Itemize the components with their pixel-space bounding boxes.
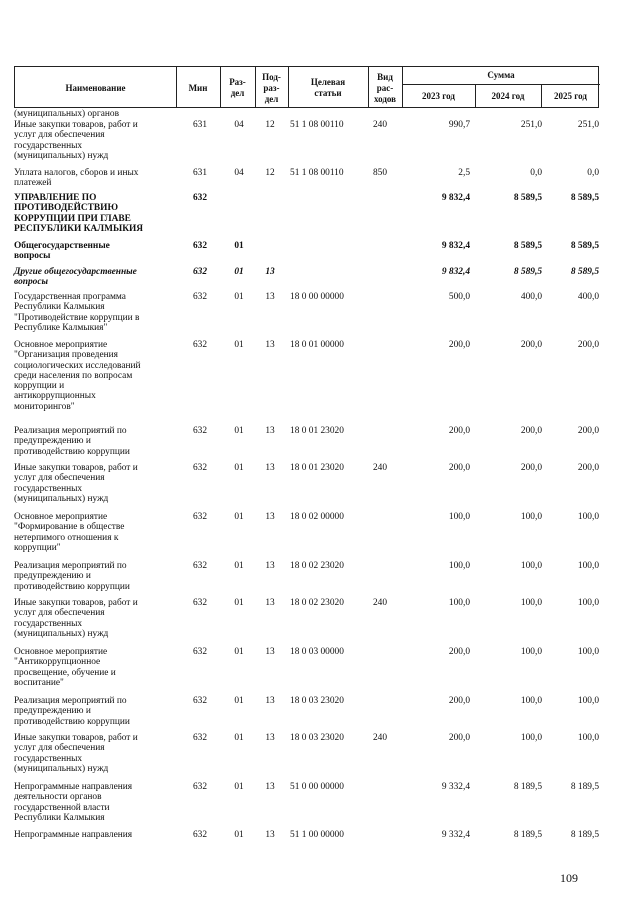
row-target-article: 18 0 00 00000: [290, 292, 344, 302]
row-subsection: 13: [265, 426, 275, 436]
row-sum-2023: 9 332,4: [441, 830, 470, 840]
row-ministry: 631: [192, 168, 208, 178]
row-name: УПРАВЛЕНИЕ ПО ПРОТИВОДЕЙСТВИЮ КОРРУПЦИИ ПРИ ГЛАВЕ РЕСПУБЛИКИ КАЛМЫКИЯ: [14, 193, 144, 234]
row-sum-2025: 8 589,5: [570, 241, 599, 251]
row-target-article: 18 0 02 23020: [290, 598, 344, 608]
row-sum-2024: 251,0: [520, 120, 542, 130]
row-expense-type: 240: [372, 733, 388, 743]
row-name: Иные закупки товаров, работ и услуг для обеспечения государственных (муниципальных) нужд: [14, 120, 138, 161]
row-name: Иные закупки товаров, работ и услуг для обеспечения государственных (муниципальных) нужд: [14, 463, 138, 504]
row-sum-2025: 251,0: [577, 120, 599, 130]
row-sum-2023: 500,0: [448, 292, 470, 302]
row-subsection: 13: [265, 292, 275, 302]
header-sum: Сумма: [487, 70, 515, 80]
row-subsection: 12: [265, 168, 275, 178]
row-sum-2024: 200,0: [520, 426, 542, 436]
row-ministry: 632: [192, 782, 208, 792]
row-name: Непрограммные направления: [14, 830, 133, 840]
row-sum-2025: 100,0: [577, 733, 599, 743]
row-name: Основное мероприятие "Антикоррупционное просвещение, обучение и воспитание": [14, 647, 116, 688]
row-sum-2024: 100,0: [520, 561, 542, 571]
row-name: Общегосударственные вопросы: [14, 241, 110, 262]
row-target-article: 18 0 01 00000: [290, 340, 344, 350]
row-section: 01: [234, 426, 244, 436]
row-sum-2023: 200,0: [448, 463, 470, 473]
row-sum-2023: 200,0: [448, 696, 470, 706]
row-sum-2024: 100,0: [520, 598, 542, 608]
row-sum-2025: 100,0: [577, 512, 599, 522]
header-target: Целевая статьи: [310, 77, 346, 98]
row-sum-2023: 9 832,4: [441, 241, 470, 251]
row-target-article: 51 1 00 00000: [290, 830, 344, 840]
header-podrazdel: Под- раз- дел: [262, 71, 281, 104]
row-subsection: 13: [265, 267, 275, 277]
header-min: Мин: [188, 82, 208, 93]
row-sum-2024: 100,0: [520, 733, 542, 743]
page-number: 109: [560, 871, 578, 885]
header-2024: 2024 год: [491, 91, 525, 101]
row-sum-2024: 100,0: [520, 647, 542, 657]
table-header: [14, 66, 599, 108]
row-sum-2024: 100,0: [520, 512, 542, 522]
row-sum-2023: 100,0: [448, 598, 470, 608]
row-name: Основное мероприятие "Организация проведения социологических исследований среди населения по вопросам коррупции и антикоррупционных мониторингов": [14, 340, 141, 412]
row-ministry: 632: [192, 561, 208, 571]
row-section: 01: [234, 340, 244, 350]
row-target-article: 18 0 01 23020: [290, 463, 344, 473]
row-section: 04: [234, 120, 244, 130]
row-name: Непрограммные направления деятельности органов государственной власти Республики Калмыкия: [14, 782, 133, 823]
row-sum-2024: 100,0: [520, 696, 542, 706]
row-name: (муниципальных) органов: [14, 109, 120, 119]
row-subsection: 13: [265, 463, 275, 473]
header-vid: Вид рас- ходов: [373, 71, 397, 104]
row-sum-2023: 200,0: [448, 647, 470, 657]
row-sum-2025: 200,0: [577, 340, 599, 350]
row-name: Иные закупки товаров, работ и услуг для обеспечения государственных (муниципальных) нужд: [14, 598, 138, 639]
row-sum-2024: 8 589,5: [513, 193, 542, 203]
row-name: Основное мероприятие "Формирование в обществе нетерпимого отношения к коррупции": [14, 512, 125, 553]
row-ministry: 632: [192, 733, 208, 743]
header-razdel: Раз- дел: [229, 77, 246, 98]
row-target-article: 18 0 02 23020: [290, 561, 344, 571]
row-section: 01: [234, 241, 244, 251]
row-sum-2023: 2,5: [458, 168, 470, 178]
row-sum-2025: 8 189,5: [570, 782, 599, 792]
row-ministry: 632: [192, 696, 208, 706]
row-sum-2025: 200,0: [577, 426, 599, 436]
row-subsection: 13: [265, 598, 275, 608]
row-sum-2023: 990,7: [448, 120, 470, 130]
row-ministry: 632: [192, 193, 208, 203]
row-sum-2025: 8 589,5: [570, 267, 599, 277]
row-expense-type: 240: [372, 463, 388, 473]
row-target-article: 51 0 00 00000: [290, 782, 344, 792]
header-2025: 2025 год: [554, 91, 587, 101]
row-subsection: 12: [265, 120, 275, 130]
row-name: Другие общегосударственные вопросы: [14, 267, 137, 288]
row-ministry: 632: [192, 340, 208, 350]
row-section: 01: [234, 696, 244, 706]
row-ministry: 632: [192, 830, 208, 840]
row-subsection: 13: [265, 512, 275, 522]
row-section: 01: [234, 782, 244, 792]
row-sum-2025: 100,0: [577, 561, 599, 571]
row-subsection: 13: [265, 733, 275, 743]
row-ministry: 632: [192, 292, 208, 302]
row-section: 01: [234, 647, 244, 657]
row-sum-2025: 400,0: [577, 292, 599, 302]
row-subsection: 13: [265, 830, 275, 840]
row-subsection: 13: [265, 340, 275, 350]
row-target-article: 18 0 03 23020: [290, 696, 344, 706]
row-sum-2023: 9 832,4: [441, 267, 470, 277]
row-expense-type: 240: [372, 120, 388, 130]
row-sum-2023: 9 332,4: [441, 782, 470, 792]
row-subsection: 13: [265, 782, 275, 792]
row-target-article: 18 0 02 00000: [290, 512, 344, 522]
row-sum-2023: 200,0: [448, 340, 470, 350]
row-subsection: 13: [265, 696, 275, 706]
row-name: Уплата налогов, сборов и иных платежей: [14, 168, 139, 189]
row-section: 01: [234, 267, 244, 277]
row-name: Реализация мероприятий по предупреждению и противодействию коррупции: [14, 696, 130, 727]
row-sum-2023: 9 832,4: [441, 193, 470, 203]
row-sum-2024: 400,0: [520, 292, 542, 302]
row-section: 01: [234, 463, 244, 473]
row-ministry: 632: [192, 647, 208, 657]
row-name: Реализация мероприятий по предупреждению и противодействию коррупции: [14, 426, 130, 457]
row-section: 01: [234, 512, 244, 522]
row-ministry: 632: [192, 512, 208, 522]
row-subsection: 13: [265, 561, 275, 571]
row-ministry: 632: [192, 241, 208, 251]
row-sum-2023: 200,0: [448, 733, 470, 743]
row-section: 01: [234, 598, 244, 608]
row-sum-2024: 8 589,5: [513, 267, 542, 277]
header-name: Наименование: [65, 82, 126, 93]
row-sum-2024: 200,0: [520, 340, 542, 350]
row-ministry: 632: [192, 426, 208, 436]
row-section: 01: [234, 830, 244, 840]
row-sum-2023: 100,0: [448, 512, 470, 522]
row-section: 04: [234, 168, 244, 178]
row-sum-2025: 100,0: [577, 598, 599, 608]
row-expense-type: 850: [372, 168, 388, 178]
row-sum-2023: 200,0: [448, 426, 470, 436]
header-2023: 2023 год: [422, 91, 455, 101]
row-name: Государственная программа Республики Калмыкия "Противодействие коррупции в Республике Калмыкия": [14, 292, 140, 333]
row-sum-2024: 200,0: [520, 463, 542, 473]
row-expense-type: 240: [372, 598, 388, 608]
row-target-article: 18 0 03 00000: [290, 647, 344, 657]
row-target-article: 18 0 01 23020: [290, 426, 344, 436]
row-sum-2024: 8 589,5: [513, 241, 542, 251]
row-sum-2025: 0,0: [587, 168, 599, 178]
row-ministry: 632: [192, 463, 208, 473]
row-name: Иные закупки товаров, работ и услуг для обеспечения государственных (муниципальных) нужд: [14, 733, 138, 774]
row-name: Реализация мероприятий по предупреждению и противодействию коррупции: [14, 561, 130, 592]
row-target-article: 51 1 08 00110: [290, 168, 344, 178]
row-section: 01: [234, 292, 244, 302]
row-sum-2025: 200,0: [577, 463, 599, 473]
row-ministry: 631: [192, 120, 208, 130]
row-sum-2025: 8 189,5: [570, 830, 599, 840]
row-sum-2025: 100,0: [577, 647, 599, 657]
row-sum-2025: 100,0: [577, 696, 599, 706]
row-target-article: 51 1 08 00110: [290, 120, 344, 130]
row-sum-2025: 8 589,5: [570, 193, 599, 203]
row-sum-2024: 0,0: [530, 168, 542, 178]
row-subsection: 13: [265, 647, 275, 657]
row-section: 01: [234, 561, 244, 571]
row-sum-2024: 8 189,5: [513, 830, 542, 840]
row-target-article: 18 0 03 23020: [290, 733, 344, 743]
row-sum-2024: 8 189,5: [513, 782, 542, 792]
row-section: 01: [234, 733, 244, 743]
row-ministry: 632: [192, 267, 208, 277]
row-sum-2023: 100,0: [448, 561, 470, 571]
row-ministry: 632: [192, 598, 208, 608]
